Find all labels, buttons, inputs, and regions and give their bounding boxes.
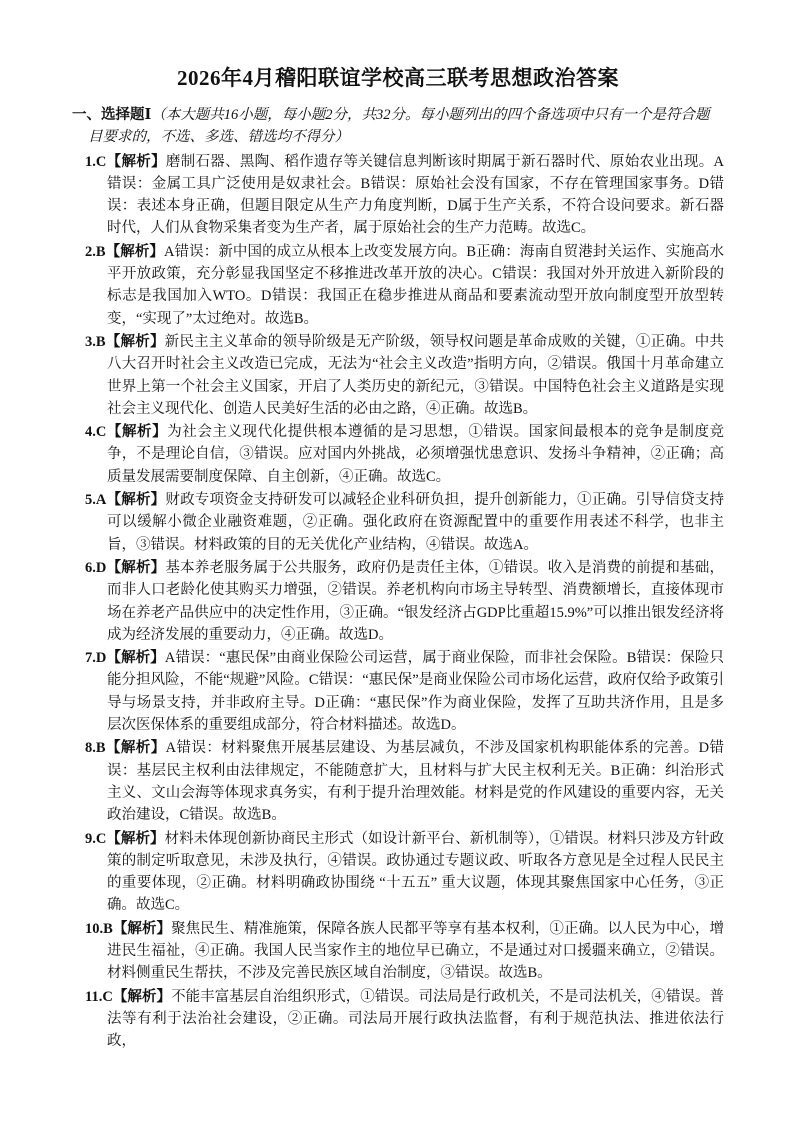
- item-number: 8.B: [85, 740, 106, 757]
- answer-item-10: [85, 918, 724, 985]
- section-label: 一、选择题Ⅰ: [72, 107, 152, 123]
- answer-item-5: [85, 489, 724, 556]
- analysis-tag: 【解析】: [106, 153, 166, 170]
- analysis-tag: 【解析】: [106, 424, 168, 441]
- item-text: A错误：“惠民保”由商业保险公司运营，属于商业保险，而非社会保险。B错误：保险只能分担风险，不能“规避”风险。C错误：“惠民保”是商业保险公司市场化运营，政府仅给予政策引导与场景支持，并非政府主导。D正确：“惠民保”作为商业保险，发挥了互助共济作用，且是多层次医保体系的重要组成部分，符合材料描述。故选D。: [107, 650, 725, 734]
- analysis-tag: 【解析】: [112, 920, 172, 937]
- answer-item-1: [85, 151, 724, 240]
- item-text: 基本养老服务属于公共服务，政府仍是责任主体，①错误。收入是消费的前提和基础，而非人口老龄化使其购买力增强，②错误。养老机构向市场主导转型、消费额增长，直接体现市场在养老产品供应中的决定性作用，③正确。“银发经济占GDP比重超15.9%”可以推出银发经济将成为经济发展的重要动力，④正确。故选D。: [107, 559, 724, 643]
- answer-item-9: [85, 828, 724, 917]
- analysis-tag: 【解析】: [112, 988, 172, 1005]
- item-number: 1.C: [85, 153, 107, 170]
- answer-item-4: [85, 421, 724, 488]
- answer-item-6: [85, 557, 724, 646]
- answer-item-8: [85, 737, 724, 826]
- answer-item-3: [85, 331, 724, 420]
- item-number: 11.C: [85, 988, 113, 1005]
- analysis-tag: 【解析】: [105, 740, 166, 757]
- item-number: 3.B: [85, 333, 106, 350]
- analysis-tag: 【解析】: [106, 492, 166, 509]
- analysis-tag: 【解析】: [105, 243, 164, 260]
- item-text: 为社会主义现代化提供根本遵循的是习思想，①错误。国家间最根本的竞争是制度竞争，不是理论自信，③错误。应对国内外挑战，必须增强忧患意识、发扬斗争精神，②正确；高质量发展需要制度保障、自主创新，④正确。故选C。: [107, 424, 725, 485]
- item-text: 磨制石器、黑陶、稻作遗存等关键信息判断该时期属于新石器时代、原始农业出现。A错误：金属工具广泛使用是奴隶社会。B错误：原始社会没有国家，不存在管理国家事务。D错误：表述本身正确，但题目限定从生产力角度判断，D属于生产关系，不符合设问要求。新石器时代，人们从食物采集者变为生产者，属于原始社会的生产力范畴。故选C。: [107, 153, 725, 237]
- section-header: [72, 104, 724, 149]
- analysis-tag: 【解析】: [106, 559, 166, 576]
- item-number: 4.C: [85, 424, 107, 441]
- item-number: 6.D: [85, 559, 107, 576]
- answer-item-11: [85, 986, 724, 1053]
- item-number: 9.C: [85, 830, 107, 847]
- item-number: 5.A: [85, 492, 107, 509]
- analysis-tag: 【解析】: [106, 650, 165, 667]
- analysis-tag: 【解析】: [106, 830, 165, 847]
- item-number: 10.B: [85, 920, 113, 937]
- item-number: 2.B: [85, 243, 106, 260]
- page-title: 2026年4月稽阳联谊学校高三联考思想政治答案: [177, 66, 619, 90]
- answer-item-7: [85, 647, 724, 736]
- analysis-tag: 【解析】: [105, 333, 165, 350]
- item-text: 聚焦民生、精准施策，保障各族人民都平等享有基本权利，①正确。以人民为中心，增进民生福祉，④正确。我国人民当家作主的地位早已确立，不是通过对口援疆来确立，②错误。材料侧重民生帮扶，不涉及完善民族区域自治制度，③错误。故选B。: [107, 920, 724, 982]
- item-text: A错误：材料聚焦开展基层建设、为基层减负，不涉及国家机构职能体系的完善。D错误：基层民主权利由法律规定，不能随意扩大，且材料与扩大民主权利无关。B正确：纠治形式主义、文山会海等体现求真务实，有利于提升治理效能。材料是党的作风建设的重要内容，无关政治建设，C错误。故选B。: [107, 740, 724, 824]
- item-number: 7.D: [85, 650, 107, 667]
- item-text: 不能丰富基层自治组织形式，①错误。司法局是行政机关，不是司法机关，④错误。普法等有利于法治社会建设，②正确。司法局开展行政执法监督，有利于规范执法、推进依法行政，: [107, 988, 724, 1050]
- item-text: A错误：新中国的成立从根本上改变发展方向。B正确：海南自贸港封关运作、实施高水平开放政策，充分彰显我国坚定不移推进改革开放的决心。C错误：我国对外开放进入新阶段的标志是我国加入WTO。D错误：我国正在稳步推进从商品和要素流动型开放向制度型开放型转变，“实现了”太过绝对。故选B。: [107, 243, 725, 327]
- item-text: 材料未体现创新协商民主形式（如设计新平台、新机制等），①错误。材料只涉及方针政策的制定听取意见，未涉及执行，④错误。政协通过专题议政、听取各方意见是全过程人民民主的重要体现，②正确。材料明确政协围绕 “十五五” 重大议题，体现其聚焦国家中心任务，③正确。故选C。: [107, 830, 725, 914]
- item-text: 财政专项资金支持研发可以减轻企业科研负担，提升创新能力，①正确。引导信贷支持可以缓解小微企业融资难题，②正确。强化政府在资源配置中的重要作用表述不科学，也非主旨，③错误。材料政策的目的无关优化产业结构，④错误。故选A。: [107, 492, 724, 553]
- answer-item-2: [85, 241, 724, 330]
- item-text: 新民主主义革命的领导阶级是无产阶级，领导权问题是革命成败的关键，①正确。中共八大召开时社会主义改造已完成，无法为“社会主义改造”指明方向，②错误。俄国十月革命建立世界上第一个社会主义国家，开启了人类历史的新纪元，③错误。中国特色社会主义道路是实现社会主义现代化、创造人民美好生活的必由之路，④正确。故选B。: [107, 333, 724, 417]
- section-description: （本大题共16小题，每小题2分，共32分。每小题列出的四个备选项中只有一个是符合题目要求的，不选、多选、错选均不得分）: [88, 107, 710, 146]
